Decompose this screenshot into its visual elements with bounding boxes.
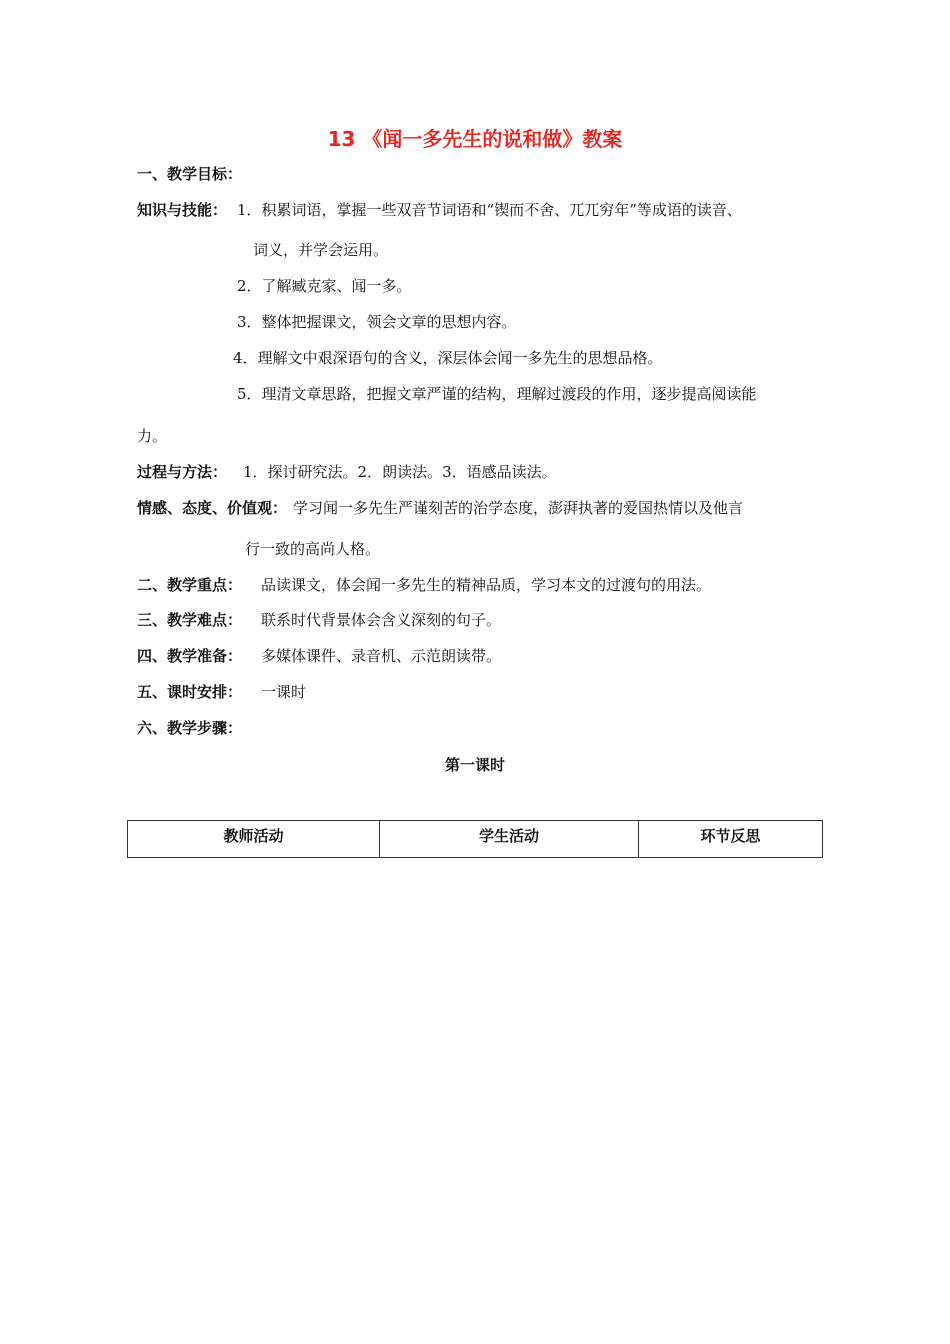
preparation-text: 多媒体课件、录音机、示范朗读带。	[261, 647, 502, 665]
table-header-row	[128, 821, 823, 858]
knowledge-item-2: 2．了解臧克家、闻一多。	[237, 277, 412, 295]
knowledge-item-5-continued: 力。	[137, 427, 168, 445]
knowledge-item-5: 5．理清文章思路，把握文章严谨的结构，理解过渡段的作用，逐步提高阅读能	[237, 385, 757, 403]
schedule-label: 五、课时安排：	[137, 683, 243, 701]
knowledge-skills-label: 知识与技能：	[137, 201, 228, 219]
process-methods-text: 1．探讨研究法。2．朗读法。3．语感品读法。	[243, 463, 557, 481]
key-points-label: 二、教学重点：	[137, 576, 243, 594]
knowledge-item-3: 3．整体把握课文，领会文章的思想内容。	[237, 313, 517, 331]
process-methods-label: 过程与方法：	[137, 463, 228, 481]
header-teacher-activity: 教师活动	[128, 821, 380, 858]
difficulties-text: 联系时代背景体会含义深刻的句子。	[261, 611, 502, 629]
lesson-heading: 第一课时	[444, 756, 505, 774]
schedule-text: 一课时	[261, 683, 307, 701]
section-objectives-heading: 一、教学目标：	[137, 165, 243, 183]
emotion-attitude-text-continued: 行一致的高尚人格。	[245, 540, 381, 558]
emotion-attitude-label: 情感、态度、价值观：	[137, 499, 288, 517]
knowledge-item-1: 1．积累词语，掌握一些双音节词语和“锲而不舍、兀兀穷年”等成语的读音、	[237, 201, 742, 219]
header-student-activity: 学生活动	[380, 821, 639, 858]
emotion-attitude-text: 学习闻一多先生严谨刻苦的治学态度，澎湃执著的爱国热情以及他言	[293, 499, 744, 517]
activities-table	[127, 820, 823, 858]
knowledge-item-1-continued: 词义，并学会运用。	[253, 241, 389, 259]
teaching-steps-label: 六、教学步骤：	[137, 719, 243, 737]
key-points-text: 品读课文，体会闻一多先生的精神品质，学习本文的过渡句的用法。	[261, 576, 712, 594]
difficulties-label: 三、教学难点：	[137, 611, 243, 629]
preparation-label: 四、教学准备：	[137, 647, 243, 665]
knowledge-item-4: 4．理解文中艰深语句的含义，深层体会闻一多先生的思想品格。	[233, 349, 663, 367]
document-title: 13 《闻一多先生的说和做》教案	[327, 127, 623, 151]
header-reflection: 环节反思	[639, 821, 823, 858]
